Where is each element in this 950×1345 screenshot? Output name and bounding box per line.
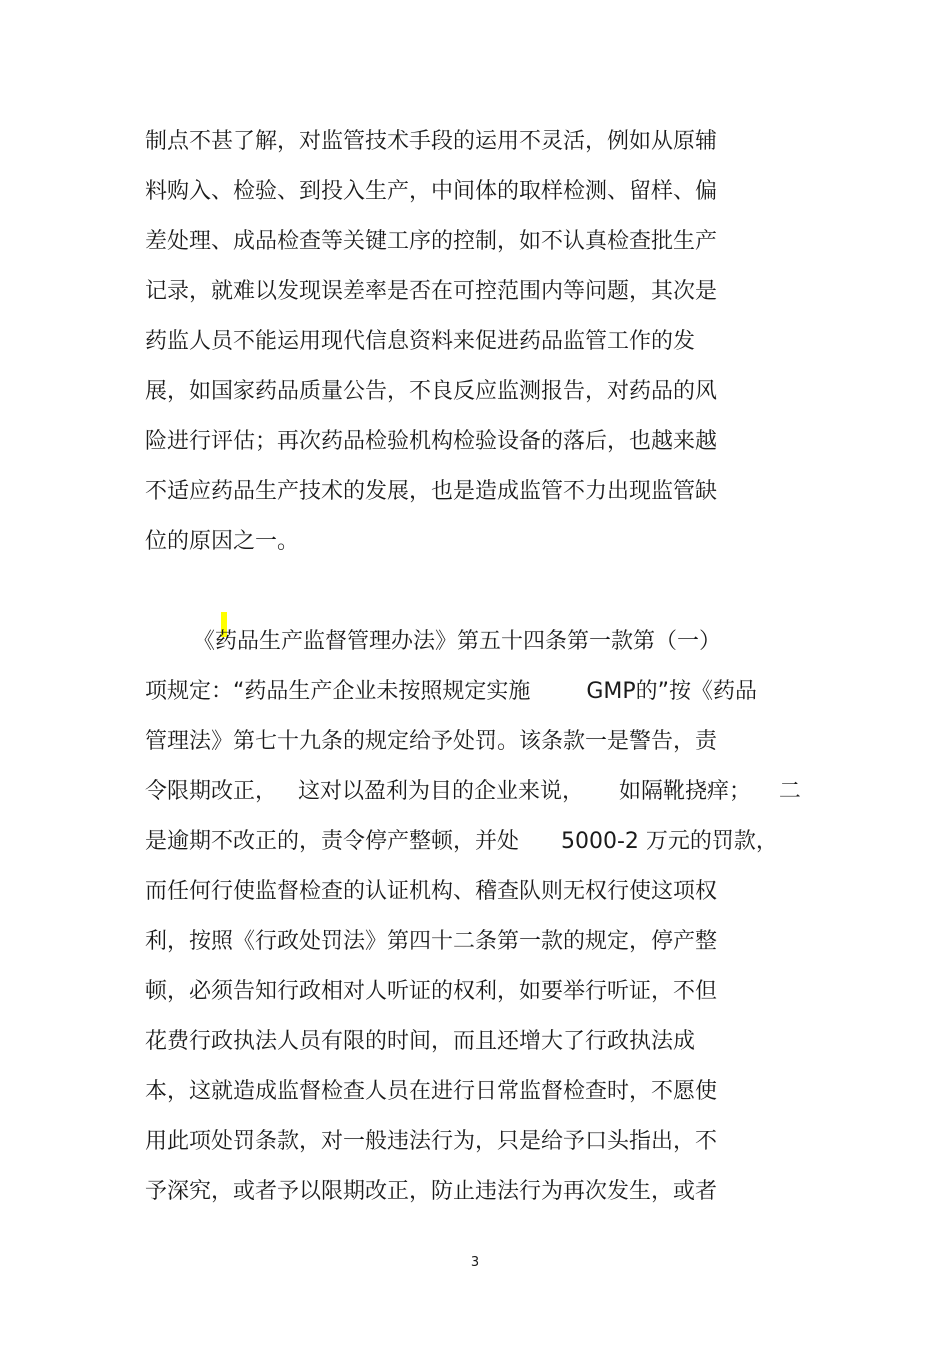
body-line: 展，如国家药品质量公告，不良反应监测报告，对药品的风: [145, 379, 718, 404]
body-line: 予深究，或者予以限期改正，防止违法行为再次发生，或者: [145, 1179, 718, 1204]
body-line: 管理法》第七十九条的规定给予处罚。该条款一是警告，责: [145, 729, 718, 754]
section-heading: [193, 574, 227, 608]
page-number: 3: [470, 1255, 480, 1270]
body-line: 药监人员不能运用现代信息资料来促进药品监管工作的发: [145, 329, 696, 354]
body-line: 用此项处罚条款，对一般违法行为，只是给予口头指出，不: [145, 1129, 718, 1154]
body-line: 《药品生产监督管理办法》第五十四条第一款第（一）: [193, 629, 722, 654]
body-line: 是逾期不改正的，责令停产整顿，并处 5000-2 万元的罚款，: [145, 829, 778, 854]
body-line: 令限期改正， 这对以盈利为目的企业来说， 如隔靴挠痒； 二: [145, 779, 801, 804]
body-line: 利，按照《行政处罚法》第四十二条第一款的规定，停产整: [145, 929, 718, 954]
body-line: 不适应药品生产技术的发展，也是造成监管不力出现监管缺: [145, 479, 718, 504]
body-line: 位的原因之一。: [145, 529, 300, 554]
body-line: 险进行评估；再次药品检验机构检验设备的落后，也越来越: [145, 429, 718, 454]
body-line: 差处理、成品检查等关键工序的控制，如不认真检查批生产: [145, 229, 718, 254]
body-line: 制点不甚了解，对监管技术手段的运用不灵活，例如从原辅: [145, 129, 718, 154]
body-line: 记录，就难以发现误差率是否在可控范围内等问题，其次是: [145, 279, 718, 304]
body-line: 而任何行使监督检查的认证机构、稽查队则无权行使这项权: [145, 879, 718, 904]
body-line: 项规定：“药品生产企业未按照规定实施 GMP的”按《药品: [145, 679, 758, 704]
body-line: 花费行政执法人员有限的时间，而且还增大了行政执法成: [145, 1029, 696, 1054]
body-line: 料购入、检验、到投入生产，中间体的取样检测、留样、偏: [145, 179, 718, 204]
body-line: 本，这就造成监督检查人员在进行日常监督检查时，不愿使: [145, 1079, 718, 1104]
body-line: 顿，必须告知行政相对人听证的权利，如要举行听证，不但: [145, 979, 718, 1004]
